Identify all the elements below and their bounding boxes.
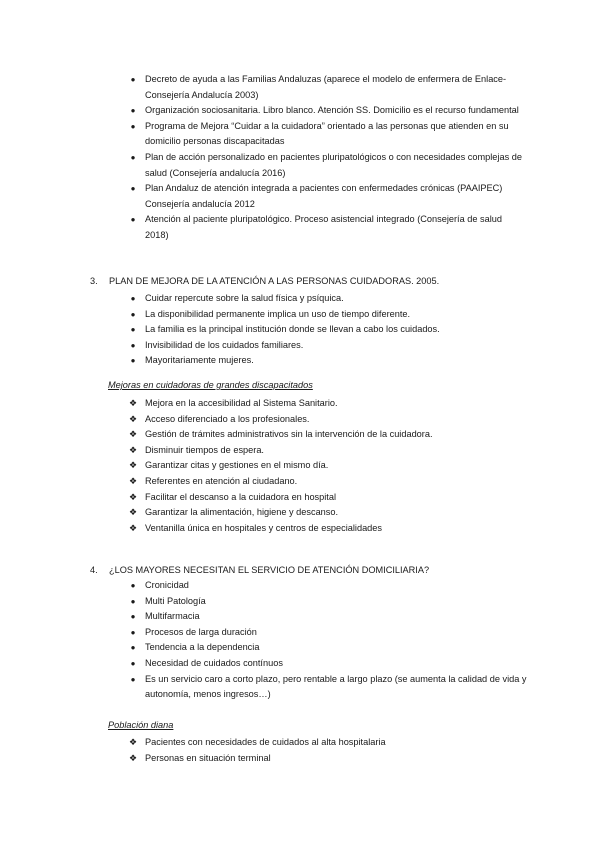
- list-item: [128, 751, 528, 767]
- dot-bullet-icon: ●: [130, 340, 136, 350]
- list-item-text: Procesos de larga duración: [145, 626, 257, 637]
- section-3-number: 3.: [90, 276, 98, 286]
- list-item-text: Decreto de ayuda a las Familias Andaluzas (aparece el modelo de enfermera de Enlace-Consejería Andalucía 2003): [145, 74, 507, 100]
- section-4-number: 4.: [90, 565, 98, 575]
- list-item: [128, 735, 528, 751]
- list-item: [128, 291, 528, 307]
- list-item-text: Atención al paciente pluripatológico. Proceso asistencial integrado (Consejería de salud 2018): [145, 214, 502, 240]
- list-item-text: Multifarmacia: [145, 611, 200, 622]
- diamond-bullet-icon: ❖: [128, 398, 138, 408]
- diamond-bullet-icon: ❖: [128, 475, 138, 486]
- list-item-text: Organización sociosanitaria. Libro blanco. Atención SS. Domicilio es el recurso fundamental: [145, 105, 519, 116]
- list-item: [128, 181, 528, 212]
- list-item-text: Cuidar repercute sobre la salud física y psíquica.: [145, 293, 344, 303]
- diamond-bullet-icon: ❖: [128, 460, 138, 471]
- dot-bullet-icon: ●: [130, 658, 136, 668]
- list-item: [128, 119, 528, 150]
- list-item: [128, 521, 528, 537]
- dot-bullet-icon: ●: [130, 627, 136, 637]
- list-item-text: Disminuir tiempos de espera.: [145, 444, 264, 455]
- dot-bullet-icon: ●: [130, 294, 136, 303]
- list-item: [128, 458, 528, 474]
- dot-bullet-icon: ●: [130, 121, 136, 131]
- dot-bullet-icon: ●: [130, 356, 136, 366]
- dot-bullet-icon: ●: [130, 674, 136, 684]
- list-item: [128, 609, 528, 625]
- list-item: [128, 578, 528, 594]
- list-item-text: Facilitar el descanso a la cuidadora en hospital: [145, 491, 337, 502]
- list-item: [128, 427, 528, 443]
- list-item-text: Multi Patología: [145, 595, 206, 606]
- section-3-sub-list: [128, 396, 528, 536]
- list-item-text: Cronicidad: [145, 580, 189, 590]
- dot-bullet-icon: ●: [130, 75, 136, 84]
- list-item: [128, 672, 528, 703]
- dot-bullet-icon: ●: [130, 596, 136, 606]
- section-3-heading: [90, 276, 439, 286]
- list-item-text: Programa de Mejora “Cuidar a la cuidadora” orientado a las personas que atienden en su domicilio personas discapacitadas: [145, 120, 509, 147]
- list-item: [128, 396, 528, 412]
- diamond-bullet-icon: ❖: [128, 444, 138, 455]
- top-bullet-list: [128, 72, 528, 244]
- list-item: [128, 594, 528, 610]
- list-item-text: La familia es la principal institución donde se llevan a cabo los cuidados.: [145, 324, 440, 335]
- list-item-text: Acceso diferenciado a los profesionales.: [145, 413, 310, 424]
- section-4-sub-list: [128, 735, 528, 766]
- list-item-text: Garantizar la alimentación, higiene y descanso.: [145, 507, 339, 518]
- list-item-text: Ventanilla única en hospitales y centros de especialidades: [145, 522, 382, 533]
- list-item: [128, 322, 528, 338]
- list-item: [128, 307, 528, 323]
- dot-bullet-icon: ●: [130, 325, 136, 335]
- list-item: [128, 656, 528, 672]
- dot-bullet-icon: ●: [130, 612, 136, 622]
- list-item-text: Pacientes con necesidades de cuidados al alta hospitalaria: [145, 737, 386, 747]
- list-item-text: Garantizar citas y gestiones en el mismo día.: [145, 460, 329, 471]
- section-3-bullet-list: [128, 291, 528, 369]
- list-item-text: Es un servicio caro a corto plazo, pero rentable a largo plazo (se aumenta la calidad de vida y autonomía, menos ingresos…): [145, 673, 527, 700]
- dot-bullet-icon: ●: [130, 643, 136, 653]
- list-item: [128, 490, 528, 506]
- list-item: [128, 353, 528, 369]
- section-3-subtitle: Mejoras en cuidadoras de grandes discapacitados: [108, 380, 313, 390]
- section-4-heading: [90, 565, 429, 575]
- diamond-bullet-icon: ❖: [128, 737, 138, 747]
- section-3-title: PLAN DE MEJORA DE LA ATENCIÓN A LAS PERSONAS CUIDADORAS. 2005.: [109, 276, 440, 286]
- list-item-text: Gestión de trámites administrativos sin la intervención de la cuidadora.: [145, 429, 433, 440]
- dot-bullet-icon: ●: [130, 309, 136, 319]
- section-4-title: ¿LOS MAYORES NECESITAN EL SERVICIO DE ATENCIÓN DOMICILIARIA?: [109, 565, 430, 575]
- diamond-bullet-icon: ❖: [128, 413, 138, 424]
- list-item: [128, 640, 528, 656]
- list-item: [128, 474, 528, 490]
- list-item: [128, 505, 528, 521]
- dot-bullet-icon: ●: [130, 184, 136, 194]
- list-item-text: Invisibilidad de los cuidados familiares.: [145, 339, 304, 350]
- diamond-bullet-icon: ❖: [128, 752, 138, 763]
- list-item-text: Plan de acción personalizado en pacientes pluripatológicos o con necesidades complejas de salud (Consejería andalucía 2016): [145, 151, 522, 178]
- list-item-text: Personas en situación terminal: [145, 752, 271, 763]
- list-item-text: Referentes en atención al ciudadano.: [145, 475, 298, 486]
- list-item: [128, 625, 528, 641]
- diamond-bullet-icon: ❖: [128, 491, 138, 502]
- section-4-bullet-list: [128, 578, 528, 703]
- list-item-text: Plan Andaluz de atención integrada a pacientes con enfermedades crónicas (PAAIPEC) Consejería andalucía 2012: [145, 183, 503, 209]
- list-item: [128, 338, 528, 354]
- list-item-text: Necesidad de cuidados contínuos: [145, 657, 283, 668]
- list-item: [128, 72, 528, 103]
- dot-bullet-icon: ●: [130, 106, 136, 116]
- diamond-bullet-icon: ❖: [128, 429, 138, 440]
- list-item-text: La disponibilidad permanente implica un uso de tiempo diferente.: [145, 308, 411, 319]
- list-item: [128, 212, 528, 243]
- list-item-text: Mejora en la accesibilidad al Sistema Sanitario.: [145, 398, 338, 408]
- dot-bullet-icon: ●: [130, 152, 136, 162]
- dot-bullet-icon: ●: [130, 215, 136, 225]
- list-item: [128, 412, 528, 428]
- section-4-subtitle: Población diana: [108, 720, 174, 730]
- diamond-bullet-icon: ❖: [128, 507, 138, 518]
- dot-bullet-icon: ●: [130, 581, 136, 590]
- diamond-bullet-icon: ❖: [128, 522, 138, 533]
- list-item: [128, 150, 528, 181]
- list-item: [128, 103, 528, 119]
- list-item-text: Tendencia a la dependencia: [145, 642, 260, 653]
- list-item-text: Mayoritariamente mujeres.: [145, 355, 254, 366]
- list-item: [128, 443, 528, 459]
